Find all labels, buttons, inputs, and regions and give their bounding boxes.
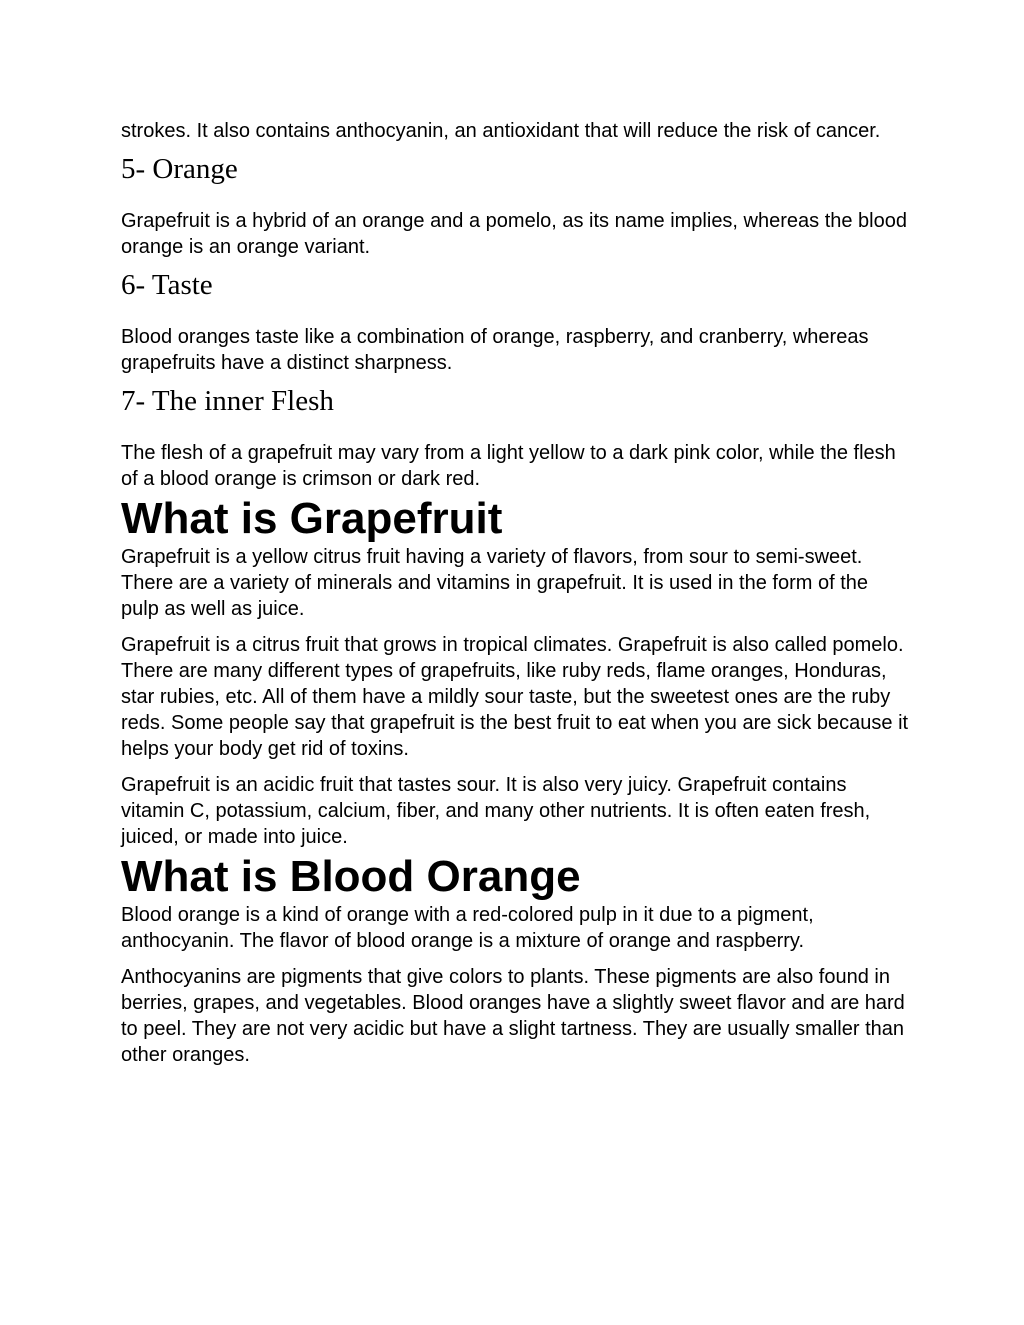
subsection-heading-inner-flesh: 7- The inner Flesh — [121, 385, 334, 417]
subsection-paragraph-orange: Grapefruit is a hybrid of an orange and a pomelo, as its name implies, whereas the blood orange is an orange variant. — [121, 210, 907, 258]
subsection-heading-orange: 5- Orange — [121, 153, 238, 185]
section-heading-blood-orange: What is Blood Orange — [121, 852, 581, 901]
intro-paragraph: strokes. It also contains anthocyanin, an antioxidant that will reduce the risk of cancer. — [121, 120, 881, 142]
subsection-heading-taste: 6- Taste — [121, 269, 213, 301]
section-heading-grapefruit: What is Grapefruit — [121, 494, 503, 543]
subsection-paragraph-taste: Blood oranges taste like a combination of orange, raspberry, and cranberry, whereas grapefruits have a distinct sharpness. — [121, 326, 869, 374]
grapefruit-paragraph-1: Grapefruit is a yellow citrus fruit having a variety of flavors, from sour to semi-sweet. There are a variety of minerals and vitamins in grapefruit. It is used in the form of the pulp as well as juice. — [121, 546, 869, 620]
blood-orange-paragraph-2: Anthocyanins are pigments that give colors to plants. These pigments are also found in berries, grapes, and vegetables. Blood oranges have a slightly sweet flavor and are hard to peel. They are not very acidic but have a slight tartness. They are usually smaller than other oranges. — [121, 966, 905, 1066]
document-page — [121, 118, 911, 1078]
grapefruit-paragraph-2: Grapefruit is a citrus fruit that grows in tropical climates. Grapefruit is also called pomelo. There are many different types of grapefruits, like ruby reds, flame oranges, Honduras, star rubies, etc. All of them have a mildly sour taste, but the sweetest ones are the ruby reds. Some people say that grapefruit is the best fruit to eat when you are sick because it helps your body get rid of toxins. — [121, 634, 909, 760]
subsection-paragraph-inner-flesh: The flesh of a grapefruit may vary from a light yellow to a dark pink color, while the flesh of a blood orange is crimson or dark red. — [121, 442, 896, 490]
blood-orange-paragraph-1: Blood orange is a kind of orange with a red-colored pulp in it due to a pigment, anthocyanin. The flavor of blood orange is a mixture of orange and raspberry. — [121, 904, 814, 952]
grapefruit-paragraph-3: Grapefruit is an acidic fruit that tastes sour. It is also very juicy. Grapefruit contains vitamin C, potassium, calcium, fiber, and many other nutrients. It is often eaten fresh, juiced, or made into juice. — [121, 774, 871, 848]
